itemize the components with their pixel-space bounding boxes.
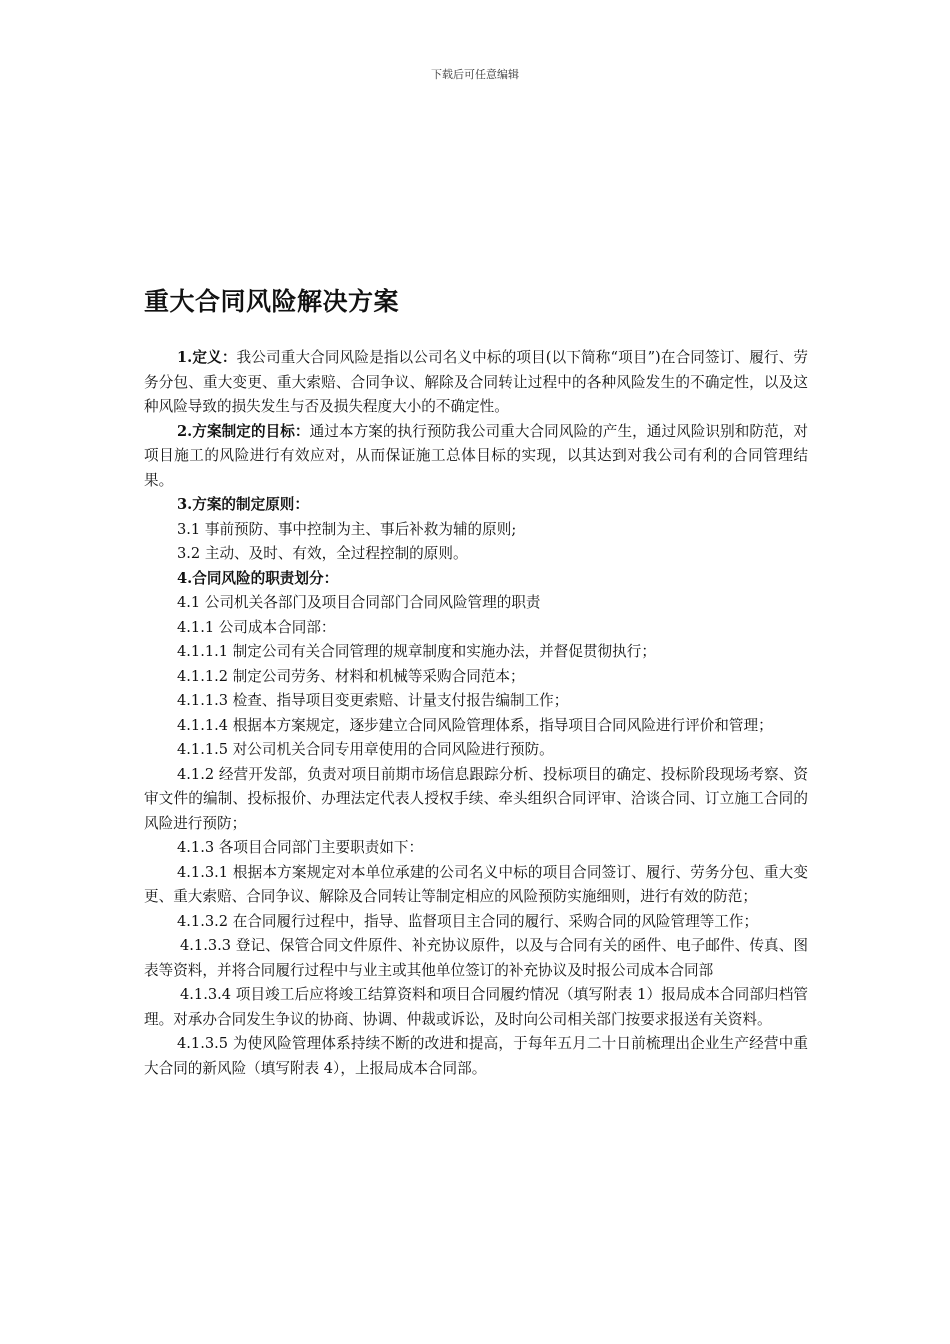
paragraph-text: 通过本方案的执行预防我公司重大合同风险的产生，通过风险识别和防范，对项目施工的风险进行有效应对，从而保证施工总体目标的实现，以其达到对我公司有利的合同管理结果。 xyxy=(144,422,808,489)
paragraph-item xyxy=(144,689,808,714)
paragraph-text: 4.1.3.3 登记、保管合同文件原件、补充协议原件，以及与合同有关的函件、电子邮件、传真、图表等资料，并将合同履行过程中与业主或其他单位签订的补充协议及时报公司成本合同部 xyxy=(144,937,808,979)
paragraph-text: 4.1.1.2 制定公司劳务、材料和机械等采购合同范本； xyxy=(177,667,525,685)
paragraph-text: 4.1.1 公司成本合同部： xyxy=(177,618,336,636)
paragraph-text: 4.1.1.5 对公司机关合同专用章使用的合同风险进行预防。 xyxy=(177,741,554,758)
paragraph-item xyxy=(144,518,808,543)
paragraph-item xyxy=(144,591,808,616)
paragraph-lead: 1.定义： xyxy=(177,349,237,366)
paragraph-item xyxy=(144,910,808,935)
paragraph-responsibility-heading xyxy=(144,567,808,592)
paragraph-text: 4.1.3.1 根据本方案规定对本单位承建的公司名义中标的项目合同签订、履行、劳务分包、重大变更、重大索赔、合同争议、解除及合同转让等制定相应的风险预防实施细则，进行有效的防范； xyxy=(144,863,808,905)
paragraph-lead: 4.合同风险的职责划分： xyxy=(177,569,339,587)
paragraph-item xyxy=(144,934,808,983)
paragraph-text: 我公司重大合同风险是指以公司名义中标的项目(以下简称“项目”)在合同签订、履行、劳务分包、重大变更、重大索赔、合同争议、解除及合同转让过程中的各种风险发生的不确定性，以及这种风险导致的损失发生与否及损失程度大小的不确定性。 xyxy=(144,349,808,415)
paragraph-text: 3.2 主动、及时、有效，全过程控制的原则。 xyxy=(177,545,468,562)
paragraph-text: 4.1.1.3 检查、指导项目变更索赔、计量支付报告编制工作； xyxy=(177,692,569,709)
paragraph-item xyxy=(144,861,808,910)
paragraph-item xyxy=(144,665,808,690)
paragraph-item xyxy=(144,763,808,837)
paragraph-item xyxy=(144,542,808,567)
paragraph-text: 4.1.3.4 项目竣工后应将竣工结算资料和项目合同履约情况（填写附表 1）报局成本合同部归档管理。对承办合同发生争议的协商、协调、仲裁或诉讼，及时向公司相关部门按要求报送有关资料。 xyxy=(144,986,808,1028)
paragraph-text: 4.1.3 各项目合同部门主要职责如下： xyxy=(177,839,424,856)
paragraph-definition xyxy=(144,346,808,420)
paragraph-item xyxy=(144,738,808,763)
paragraph-principles-heading xyxy=(144,493,808,518)
paragraph-item xyxy=(144,714,808,739)
paragraph-text: 4.1 公司机关各部门及项目合同部门合同风险管理的职责 xyxy=(177,594,541,611)
paragraph-text: 4.1.1.4 根据本方案规定，逐步建立合同风险管理体系，指导项目合同风险进行评价和管理； xyxy=(177,716,773,734)
document-title: 重大合同风险解决方案 xyxy=(144,287,400,316)
paragraph-item xyxy=(144,616,808,641)
header-note: 下载后可任意编辑 xyxy=(431,68,519,81)
paragraph-text: 4.1.3.5 为使风险管理体系持续不断的改进和提高，于每年五月二十日前梳理出企业生产经营中重大合同的新风险（填写附表 4），上报局成本合同部。 xyxy=(144,1035,808,1077)
paragraph-text: 4.1.1.1 制定公司有关合同管理的规章制度和实施办法，并督促贯彻执行； xyxy=(177,643,656,660)
paragraph-goal xyxy=(144,420,808,494)
paragraph-text: 3.1 事前预防、事中控制为主、事后补救为辅的原则; xyxy=(177,520,517,538)
document-body xyxy=(144,346,808,1081)
paragraph-item xyxy=(144,640,808,665)
paragraph-text: 4.1.2 经营开发部，负责对项目前期市场信息跟踪分析、投标项目的确定、投标阶段现场考察、资审文件的编制、投标报价、办理法定代表人授权手续、牵头组织合同评审、洽谈合同、订立施工合同的风险进行预防； xyxy=(144,765,808,832)
paragraph-lead: 3.方案的制定原则： xyxy=(177,496,309,513)
paragraph-item xyxy=(144,983,808,1032)
paragraph-item xyxy=(144,836,808,861)
paragraph-lead: 2.方案制定的目标： xyxy=(177,422,310,440)
paragraph-text: 4.1.3.2 在合同履行过程中，指导、监督项目主合同的履行、采购合同的风险管理等工作； xyxy=(177,912,759,930)
paragraph-item xyxy=(144,1032,808,1081)
